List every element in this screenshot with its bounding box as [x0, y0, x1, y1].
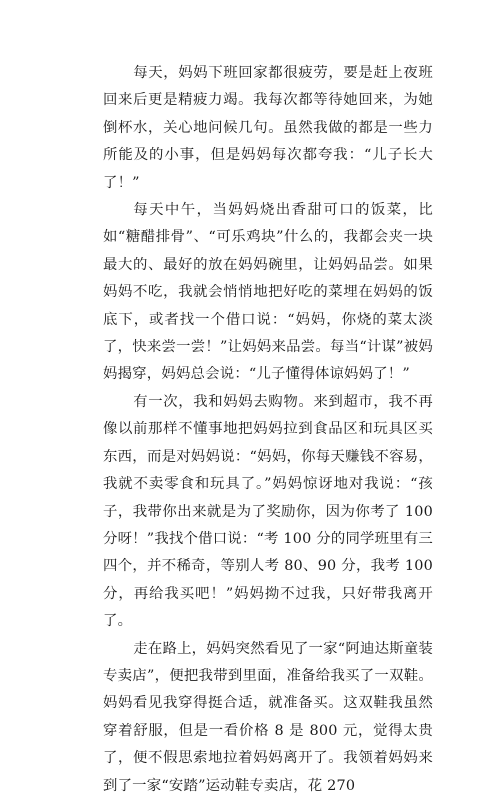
- paragraph-3: 有一次，我和妈妈去购物。来到超市，我不再像以前那样不懂事地把妈妈拉到食品区和玩具区买东西，而是对妈妈说：“妈妈，你每天赚钱不容易，我就不卖零食和玩具了。”妈妈惊讶地对我说：“孩子，我带你出来就是为了奖励你，因为你考了 100 分呀！”我找个借口说：“考 100 分的同学班里有三四个，并不稀奇，等别人考 80、90 分，我考 100 分，再给我买吧！”妈妈拗不过我，只好带我离开了。: [103, 393, 433, 630]
- document-body: [103, 60, 433, 800]
- paragraph-2: 每天中午，当妈妈烧出香甜可口的饭菜，比如“糖醋排骨”、“可乐鸡块”什么的，我都会夹一块最大的、最好的放在妈妈碗里，让妈妈品尝。如果妈妈不吃，我就会悄悄地把好吃的菜埋在妈妈的饭底下，或者找一个借口说：“妈妈，你烧的菜太淡了，快来尝一尝！”让妈妈来品尝。每当“计谋”被妈妈揭穿，妈妈总会说：“儿子懂得体谅妈妈了！”: [103, 202, 433, 383]
- paragraph-1: 每天，妈妈下班回家都很疲劳，要是赶上夜班回来后更是精疲力竭。我每次都等待她回来，为她倒杯水，关心地问候几句。虽然我做的都是一些力所能及的小事，但是妈妈每次都夸我：“儿子长大了！”: [103, 65, 433, 191]
- paragraph-4: 走在路上，妈妈突然看见了一家“阿迪达斯童装专卖店”，便把我带到里面，准备给我买了一双鞋。妈妈看见我穿得挺合适，就准备买。这双鞋我虽然穿着舒服，但是一看价格 8 是 800 元，觉得太贵了，便不假思索地拉着妈妈离开了。我领着妈妈来到了一家“安踏”运动鞋专卖店，花 270: [103, 640, 433, 794]
